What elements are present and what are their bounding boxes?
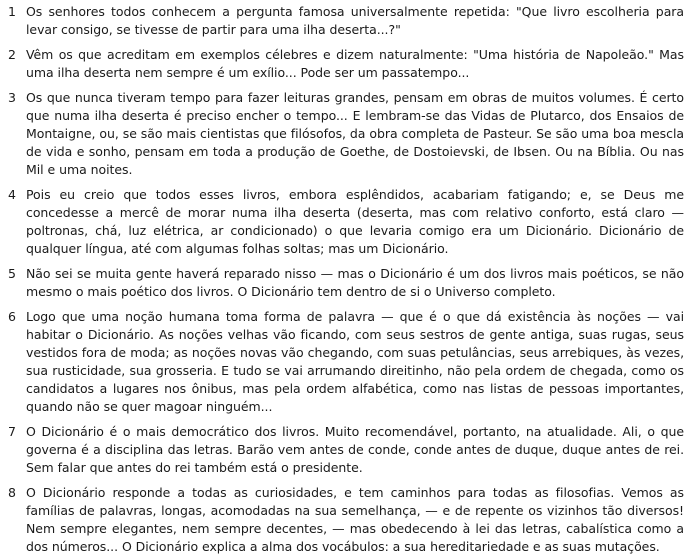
paragraph-3 <box>8 89 684 179</box>
paragraph-8 <box>8 484 684 556</box>
paragraph-5 <box>8 265 684 301</box>
paragraph-number: 6 <box>8 309 16 324</box>
paragraph-number: 1 <box>8 4 16 19</box>
paragraph-number: 3 <box>8 90 16 105</box>
paragraph-number: 2 <box>8 47 16 62</box>
paragraph-text: O Dicionário é o mais democrático dos livros. Muito recomendável, portanto, na atualidade. Ali, o que governa é a disciplina das letras. Barão vem antes de conde, conde antes de duque, duque antes de rei. Sem falar que antes do rei também está o presidente. <box>26 424 684 475</box>
paragraph-text: O Dicionário responde a todas as curiosidades, e tem caminhos para todas as filosofias. Vemos as famílias de palavras, longas, acomodadas na sua semelhança, — e de repente os vizinhos tão diversos! Nem sempre elegantes, nem sempre decentes, — mas obedecendo à lei das letras, cabalística como a dos números... O Dicionário explica a alma dos vocábulos: a sua hereditariedade e as suas mutações. <box>26 485 684 554</box>
paragraph-1 <box>8 3 684 39</box>
paragraph-text: Os que nunca tiveram tempo para fazer leituras grandes, pensam em obras de muitos volumes. É certo que numa ilha deserta é preciso encher o tempo... E lembram-se das Vidas de Plutarco, dos Ensaios de Montaigne, ou, se são mais cientistas que filósofos, da obra completa de Pasteur. Se são uma boa mescla de vida e sonho, pensam em toda a produção de Goethe, de Dostoievski, de Ibsen. Ou na Bíblia. Ou nas Mil e uma noites. <box>26 90 684 177</box>
paragraph-text: Os senhores todos conhecem a pergunta famosa universalmente repetida: "Que livro escolheria para levar consigo, se tivesse de partir para uma ilha deserta...?" <box>26 4 684 37</box>
paragraph-text: Pois eu creio que todos esses livros, embora esplêndidos, acabariam fatigando; e, se Deus me concedesse a mercê de morar numa ilha deserta (deserta, mas com relativo conforto, está claro — poltronas, chá, luz elétrica, ar condicionado) o que levaria comigo era um Dicionário. Dicionário de qualquer língua, até com algumas folhas soltas; mas um Dicionário. <box>26 187 684 256</box>
paragraph-number: 7 <box>8 424 16 439</box>
paragraph-number: 4 <box>8 187 16 202</box>
paragraph-7 <box>8 423 684 477</box>
paragraph-4 <box>8 186 684 258</box>
paragraph-text: Vêm os que acreditam em exemplos célebres e dizem naturalmente: "Uma história de Napoleão." Mas uma ilha deserta nem sempre é um exílio... Pode ser um passatempo... <box>26 47 684 80</box>
paragraph-6 <box>8 308 684 416</box>
paragraph-number: 5 <box>8 266 16 281</box>
paragraph-text: Não sei se muita gente haverá reparado nisso — mas o Dicionário é um dos livros mais poéticos, se não mesmo o mais poético dos livros. O Dicionário tem dentro de si o Universo completo. <box>26 266 684 299</box>
paragraph-text: Logo que uma noção humana toma forma de palavra — que é o que dá existência às noções — vai habitar o Dicionário. As noções velhas vão ficando, com seus sestros de gente antiga, suas rugas, seus vestidos fora de moda; as noções novas vão chegando, com suas petulâncias, seus arrebiques, às vezes, sua rusticidade, sua grosseria. E tudo se vai arrumando direitinho, não pela ordem de chegada, como os candidatos a lugares nos ônibus, mas pela ordem alfabética, como nas listas de pessoas importantes, quando não se quer magoar ninguém... <box>26 309 684 414</box>
paragraph-2 <box>8 46 684 82</box>
paragraph-number: 8 <box>8 485 16 500</box>
